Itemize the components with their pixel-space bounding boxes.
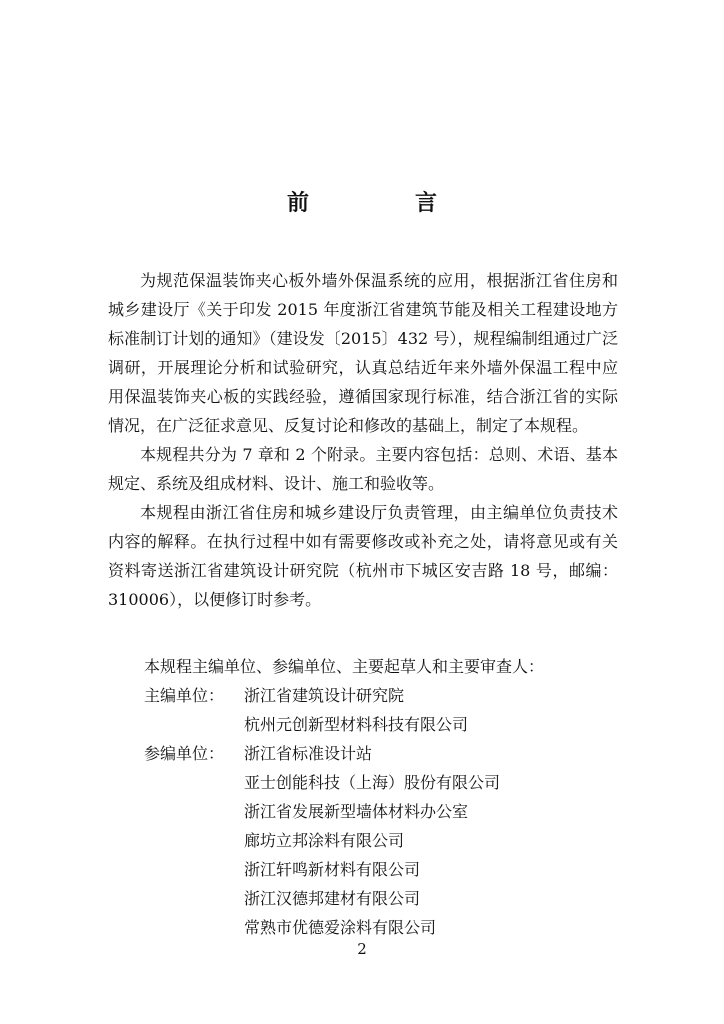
units-intro: 本规程主编单位、参编单位、主要起草人和主要审查人： [144,657,545,676]
preface-paragraph-3: 本规程由浙江省住房和城乡建设厅负责管理，由主编单位负责技术内容的解释。在执行过程中如有需要修改或补充之处，请将意见或有关资料寄送浙江省建筑设计研究院（杭州市下城区安吉路 18 号，邮编：310006），以便修订时参考。 [108,503,618,609]
participating-unit-item: 常熟市优德爱涂料有限公司 [244,918,437,937]
chief-unit-item: 杭州元创新型材料科技有限公司 [244,715,469,734]
chief-unit-item: 浙江省建筑设计研究院 [244,686,405,705]
participating-unit-item: 廊坊立邦涂料有限公司 [244,831,405,850]
participating-units-label: 参编单位： [144,744,225,763]
participating-unit-item: 浙江省发展新型墙体材料办公室 [244,802,469,821]
chief-units-group [144,681,624,739]
participating-unit-item: 浙江省标准设计站 [244,744,373,763]
participating-unit-item: 亚士创能科技（上海）股份有限公司 [244,773,501,792]
units-section [144,652,624,942]
participating-units-list [244,739,500,942]
preface-body [108,266,618,614]
participating-unit-item: 浙江轩鸣新材料有限公司 [244,860,421,879]
page-number: 2 [357,940,367,958]
participating-units-group [144,739,624,942]
participating-unit-item: 浙江汉德邦建材有限公司 [244,889,421,908]
chief-units-list [244,681,468,739]
preface-paragraph-1: 为规范保温装饰夹心板外墙外保温系统的应用，根据浙江省住房和城乡建设厅《关于印发 2015 年度浙江省建筑节能及相关工程建设地方标准制订计划的通知》（建设发〔2015〕432 号），规程编制组通过广泛调研，开展理论分析和试验研究，认真总结近年来外墙外保温工程中应用保温装饰夹心板的实践经验，遵循国家现行标准，结合浙江省的实际情况，在广泛征求意见、反复讨论和修改的基础上，制定了本规程。 [108,271,618,435]
chief-units-label: 主编单位： [144,686,225,705]
preface-paragraph-2: 本规程共分为 7 章和 2 个附录。主要内容包括：总则、术语、基本规定、系统及组成材料、设计、施工和验收等。 [108,445,618,493]
page-title: 前 言 [286,190,479,216]
